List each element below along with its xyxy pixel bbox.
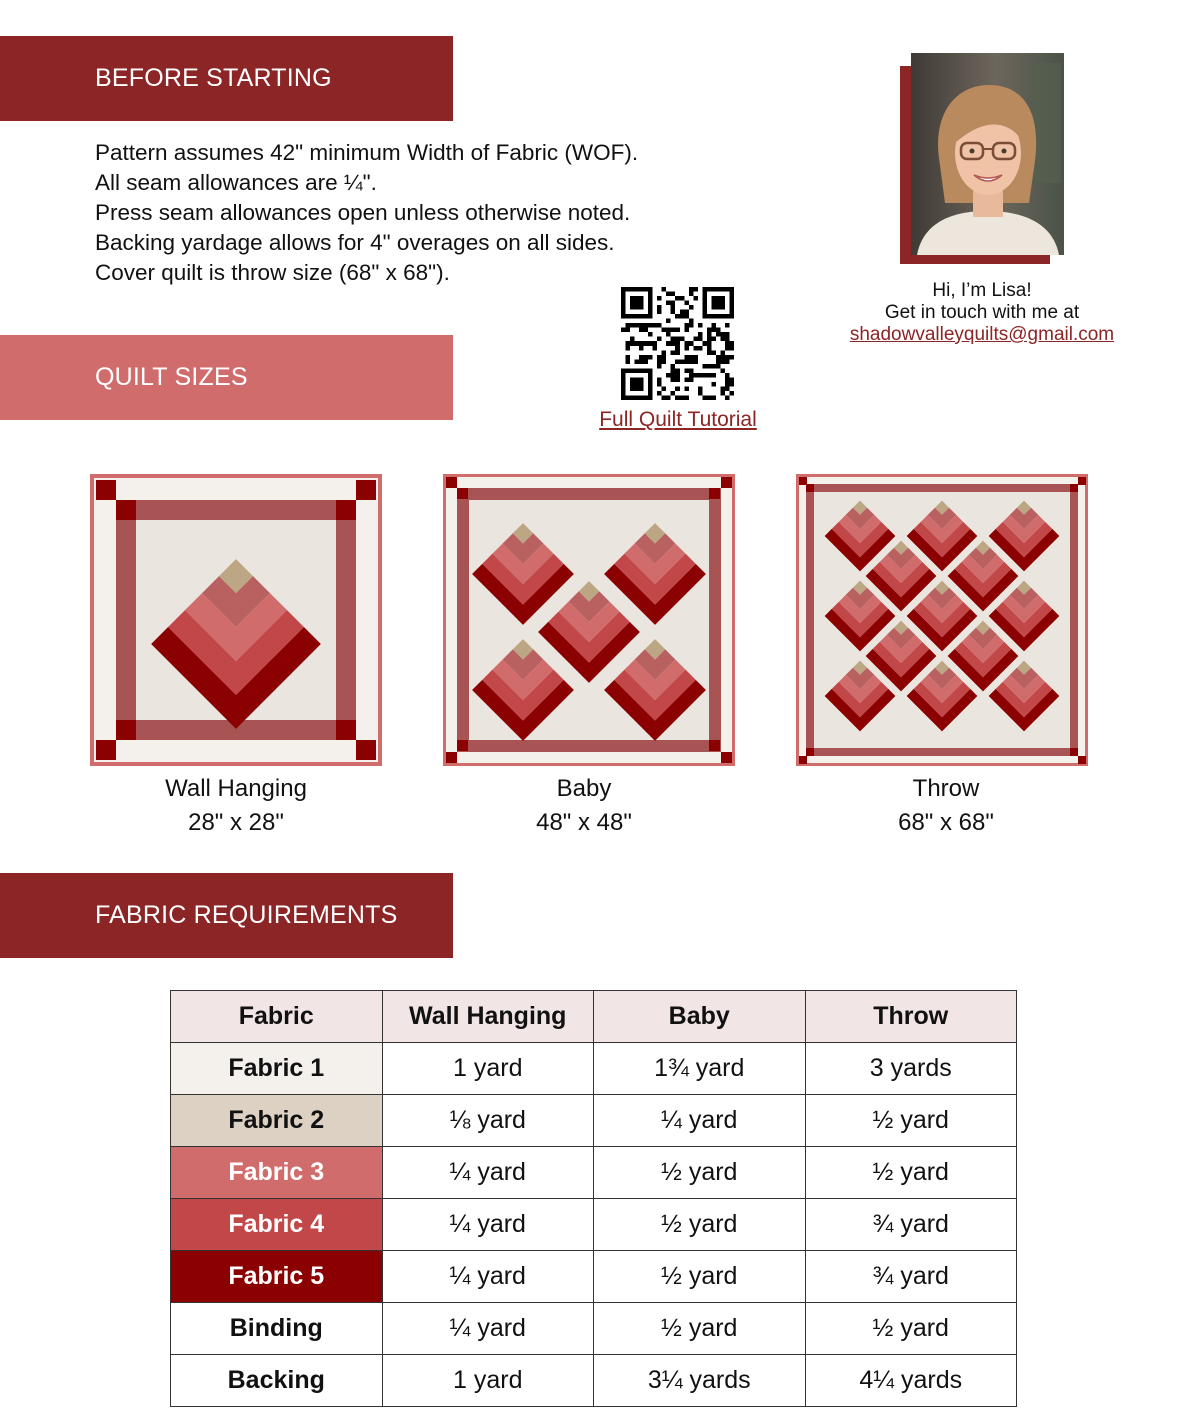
qr-module <box>707 346 712 351</box>
qr-module <box>657 355 662 360</box>
author-photo <box>911 53 1064 255</box>
email-link[interactable]: shadowvalleyquilts@gmail.com <box>849 324 1115 345</box>
qr-module <box>725 373 730 378</box>
yardage-cell: 1 yard <box>382 1355 594 1407</box>
qr-module <box>725 341 730 346</box>
qr-module <box>725 395 730 400</box>
qr-module <box>729 382 734 387</box>
fabric-name-cell: Binding <box>171 1303 383 1355</box>
qr-module <box>693 296 698 301</box>
qr-module <box>630 341 635 346</box>
qr-module <box>698 323 703 328</box>
qr-module <box>675 386 680 391</box>
contact-line: Get in touch with me at <box>884 302 1080 323</box>
qr-module <box>707 364 712 369</box>
corner-square <box>709 740 720 751</box>
qr-module <box>635 323 640 328</box>
qr-module <box>702 341 707 346</box>
yardage-cell: ½ yard <box>594 1251 806 1303</box>
qr-module <box>671 368 676 373</box>
qr-module <box>626 355 631 360</box>
qr-module <box>720 332 725 337</box>
corner-square <box>116 720 136 740</box>
qr-module <box>698 337 703 342</box>
corner-square <box>799 477 807 485</box>
qr-module <box>680 395 685 400</box>
qr-module <box>698 386 703 391</box>
contact-info <box>840 280 1124 346</box>
yardage-cell: ⅛ yard <box>382 1095 594 1147</box>
qr-module <box>689 368 694 373</box>
qr-module <box>644 328 649 333</box>
qr-module <box>684 310 689 315</box>
full-quilt-tutorial-link[interactable]: Full Quilt Tutorial <box>599 408 757 431</box>
yardage-cell: ¼ yard <box>382 1251 594 1303</box>
qr-module <box>675 359 680 364</box>
qr-module <box>729 377 734 382</box>
qr-module <box>698 346 703 351</box>
qr-module <box>657 377 662 382</box>
corner-square <box>356 740 376 760</box>
qr-module <box>698 332 703 337</box>
qr-finder <box>711 296 725 310</box>
qr-module <box>684 314 689 319</box>
qr-module <box>657 391 662 396</box>
qr-module <box>716 359 721 364</box>
qr-module <box>662 386 667 391</box>
qr-module <box>666 332 671 337</box>
qr-module <box>684 328 689 333</box>
qr-module <box>684 346 689 351</box>
fabric-requirements-table <box>170 990 1017 1407</box>
qr-module <box>689 323 694 328</box>
quilt-caption-wall-hanging <box>90 772 382 840</box>
corner-square <box>96 740 116 760</box>
qr-module <box>711 350 716 355</box>
qr-module <box>711 364 716 369</box>
qr-module <box>635 359 640 364</box>
qr-module <box>675 341 680 346</box>
qr-module <box>684 341 689 346</box>
qr-module <box>689 355 694 360</box>
table-row <box>171 1199 1017 1251</box>
quilt-name: Wall Hanging <box>165 775 307 802</box>
fabric-name-cell: Fabric 4 <box>171 1199 383 1251</box>
corner-square <box>356 480 376 500</box>
qr-module <box>662 359 667 364</box>
qr-module <box>680 296 685 301</box>
qr-module <box>725 386 730 391</box>
qr-module <box>671 350 676 355</box>
quilt-size: 48" x 48" <box>536 809 632 836</box>
qr-module <box>693 373 698 378</box>
qr-module <box>716 364 721 369</box>
section-title: FABRIC REQUIREMENTS <box>95 901 398 929</box>
yardage-cell: ½ yard <box>805 1147 1017 1199</box>
qr-module <box>666 373 671 378</box>
note-line: Pattern assumes 42" minimum Width of Fabric (WOF). <box>95 140 639 165</box>
qr-module <box>666 319 671 324</box>
qr-module <box>720 355 725 360</box>
qr-module <box>671 373 676 378</box>
yardage-cell: ¾ yard <box>805 1199 1017 1251</box>
qr-module <box>657 382 662 387</box>
contact-greeting: Hi, I’m Lisa! <box>932 280 1032 301</box>
qr-module <box>693 337 698 342</box>
qr-module <box>684 395 689 400</box>
qr-module <box>725 332 730 337</box>
qr-module <box>689 287 694 292</box>
qr-module <box>684 386 689 391</box>
corner-square <box>1078 477 1086 485</box>
qr-module <box>702 373 707 378</box>
yardage-cell: 3¼ yards <box>594 1355 806 1407</box>
qr-module <box>666 292 671 297</box>
yardage-cell: ½ yard <box>805 1303 1017 1355</box>
corner-square <box>1070 748 1078 756</box>
qr-module <box>662 328 667 333</box>
qr-module <box>675 368 680 373</box>
qr-module <box>720 386 725 391</box>
corner-square <box>721 477 732 488</box>
column-header: Baby <box>594 991 806 1043</box>
column-header: Fabric <box>171 991 383 1043</box>
qr-module <box>657 337 662 342</box>
qr-module <box>671 337 676 342</box>
qr-module <box>671 364 676 369</box>
qr-module <box>693 359 698 364</box>
section-banner-fabric-requirements <box>0 873 453 958</box>
qr-module <box>689 377 694 382</box>
qr-module <box>630 337 635 342</box>
qr-module <box>680 314 685 319</box>
qr-module <box>626 323 631 328</box>
qr-module <box>657 305 662 310</box>
qr-module <box>684 301 689 306</box>
qr-module <box>693 355 698 360</box>
qr-module <box>720 391 725 396</box>
qr-module <box>671 301 676 306</box>
yardage-cell: 1 yard <box>382 1043 594 1095</box>
table-row <box>171 1355 1017 1407</box>
qr-module <box>657 364 662 369</box>
qr-module <box>716 332 721 337</box>
corner-square <box>446 477 457 488</box>
qr-module <box>689 373 694 378</box>
yardage-cell: ½ yard <box>594 1147 806 1199</box>
qr-module <box>675 296 680 301</box>
qr-module <box>725 359 730 364</box>
qr-module <box>725 377 730 382</box>
corner-square <box>116 500 136 520</box>
note-line: All seam allowances are ¼". <box>95 170 377 195</box>
qr-finder <box>630 296 644 310</box>
qr-module <box>666 301 671 306</box>
quilt-name: Throw <box>912 775 980 802</box>
qr-module <box>711 328 716 333</box>
qr-module <box>725 337 730 342</box>
baby-quilt-image <box>443 474 735 766</box>
yardage-cell: ½ yard <box>594 1303 806 1355</box>
corner-square <box>457 488 468 499</box>
qr-module <box>720 337 725 342</box>
table-row <box>171 1251 1017 1303</box>
qr-module <box>711 395 716 400</box>
table-row <box>171 1043 1017 1095</box>
yardage-cell: 4¼ yards <box>805 1355 1017 1407</box>
quilt-caption-baby <box>438 772 730 840</box>
note-line: Press seam allowances open unless otherwise noted. <box>95 200 631 225</box>
qr-module <box>626 346 631 351</box>
qr-module <box>725 355 730 360</box>
qr-module <box>671 391 676 396</box>
qr-module <box>689 319 694 324</box>
qr-module <box>729 391 734 396</box>
yardage-cell: ½ yard <box>594 1199 806 1251</box>
qr-module <box>675 373 680 378</box>
qr-module <box>711 323 716 328</box>
qr-module <box>707 373 712 378</box>
corner-square <box>96 480 116 500</box>
fabric-name-cell: Fabric 1 <box>171 1043 383 1095</box>
qr-module <box>671 310 676 315</box>
qr-module <box>635 341 640 346</box>
corner-square <box>806 748 814 756</box>
qr-module <box>644 359 649 364</box>
yardage-cell: ¾ yard <box>805 1251 1017 1303</box>
section-title: BEFORE STARTING <box>95 64 332 92</box>
qr-module <box>675 395 680 400</box>
quilt-size: 28" x 28" <box>188 809 284 836</box>
qr-module <box>675 350 680 355</box>
yardage-cell: ¼ yard <box>382 1147 594 1199</box>
qr-module <box>626 359 631 364</box>
fabric-name-cell: Fabric 2 <box>171 1095 383 1147</box>
qr-module <box>639 323 644 328</box>
qr-module <box>707 337 712 342</box>
qr-module <box>716 328 721 333</box>
qr-module <box>720 368 725 373</box>
corner-square <box>1078 756 1086 764</box>
qr-code[interactable] <box>621 287 734 400</box>
qr-module <box>689 305 694 310</box>
qr-module <box>720 359 725 364</box>
yardage-cell: 1¾ yard <box>594 1043 806 1095</box>
qr-module <box>684 359 689 364</box>
section-banner-before-starting <box>0 36 453 121</box>
pattern-notes <box>95 138 638 288</box>
qr-module <box>639 346 644 351</box>
qr-module <box>711 373 716 378</box>
note-line: Backing yardage allows for 4" overages on all sides. <box>95 230 615 255</box>
qr-module <box>666 341 671 346</box>
yardage-cell: ¼ yard <box>382 1303 594 1355</box>
corner-square <box>1070 484 1078 492</box>
corner-square <box>709 488 720 499</box>
corner-square <box>446 752 457 763</box>
qr-module <box>707 341 712 346</box>
qr-module <box>648 323 653 328</box>
qr-module <box>621 328 626 333</box>
yardage-cell: ½ yard <box>805 1095 1017 1147</box>
qr-module <box>729 346 734 351</box>
qr-module <box>644 341 649 346</box>
quilt-size: 68" x 68" <box>898 809 994 836</box>
qr-module <box>662 395 667 400</box>
qr-module <box>675 377 680 382</box>
qr-module <box>626 341 631 346</box>
qr-module <box>630 323 635 328</box>
qr-module <box>680 359 685 364</box>
qr-module <box>689 359 694 364</box>
qr-module <box>711 382 716 387</box>
qr-finder <box>630 377 644 391</box>
qr-module <box>653 346 658 351</box>
qr-module <box>657 296 662 301</box>
qr-module <box>662 355 667 360</box>
qr-module <box>671 377 676 382</box>
qr-module <box>729 355 734 360</box>
qr-module <box>711 337 716 342</box>
qr-module <box>698 391 703 396</box>
corner-square <box>336 500 356 520</box>
quilt-name: Baby <box>556 775 612 802</box>
qr-module <box>689 292 694 297</box>
quilt-caption-throw <box>800 772 1092 840</box>
throw-quilt-image <box>796 474 1088 766</box>
qr-module <box>725 323 730 328</box>
yardage-cell: 3 yards <box>805 1043 1017 1095</box>
qr-module <box>671 292 676 297</box>
qr-module <box>720 350 725 355</box>
qr-module <box>693 346 698 351</box>
qr-module <box>639 359 644 364</box>
qr-module <box>729 341 734 346</box>
qr-module <box>653 341 658 346</box>
qr-module <box>702 395 707 400</box>
corner-square <box>806 484 814 492</box>
qr-module <box>671 341 676 346</box>
corner-square <box>336 720 356 740</box>
corner-square <box>457 740 468 751</box>
yardage-cell: ¼ yard <box>382 1199 594 1251</box>
yardage-cell: ¼ yard <box>594 1095 806 1147</box>
table-header-row <box>171 991 1017 1043</box>
qr-module <box>725 346 730 351</box>
qr-module <box>675 337 680 342</box>
qr-module <box>716 355 721 360</box>
qr-module <box>662 350 667 355</box>
qr-module <box>671 305 676 310</box>
qr-module <box>707 332 712 337</box>
fabric-name-cell: Fabric 5 <box>171 1251 383 1303</box>
qr-module <box>684 323 689 328</box>
wall-hanging-quilt-image <box>90 474 382 766</box>
qr-module <box>657 359 662 364</box>
qr-module <box>666 328 671 333</box>
fabric-name-cell: Backing <box>171 1355 383 1407</box>
qr-module <box>684 368 689 373</box>
qr-module <box>684 355 689 360</box>
qr-module <box>707 350 712 355</box>
qr-module <box>725 382 730 387</box>
section-banner-quilt-sizes <box>0 335 453 420</box>
qr-module <box>698 373 703 378</box>
qr-module <box>675 346 680 351</box>
qr-module <box>675 328 680 333</box>
qr-module <box>662 287 667 292</box>
qr-module <box>626 328 631 333</box>
qr-module <box>639 328 644 333</box>
corner-square <box>721 752 732 763</box>
section-title: QUILT SIZES <box>95 363 248 391</box>
qr-module <box>693 287 698 292</box>
qr-module <box>680 337 685 342</box>
qr-module <box>648 355 653 360</box>
qr-module <box>707 395 712 400</box>
qr-module <box>639 341 644 346</box>
table-row <box>171 1303 1017 1355</box>
table-row <box>171 1095 1017 1147</box>
fabric-name-cell: Fabric 3 <box>171 1147 383 1199</box>
qr-module <box>644 355 649 360</box>
column-header: Throw <box>805 991 1017 1043</box>
qr-module <box>648 332 653 337</box>
qr-module <box>671 328 676 333</box>
corner-square <box>799 756 807 764</box>
qr-module <box>644 323 649 328</box>
qr-module <box>702 364 707 369</box>
qr-module <box>648 341 653 346</box>
qr-module <box>657 310 662 315</box>
qr-module <box>666 395 671 400</box>
column-header: Wall Hanging <box>382 991 594 1043</box>
qr-module <box>689 341 694 346</box>
qr-module <box>639 355 644 360</box>
qr-module <box>675 314 680 319</box>
qr-module <box>653 323 658 328</box>
qr-module <box>657 323 662 328</box>
table-row <box>171 1147 1017 1199</box>
qr-module <box>684 377 689 382</box>
qr-module <box>707 328 712 333</box>
qr-module <box>680 310 685 315</box>
note-line: Cover quilt is throw size (68" x 68"). <box>95 260 450 285</box>
